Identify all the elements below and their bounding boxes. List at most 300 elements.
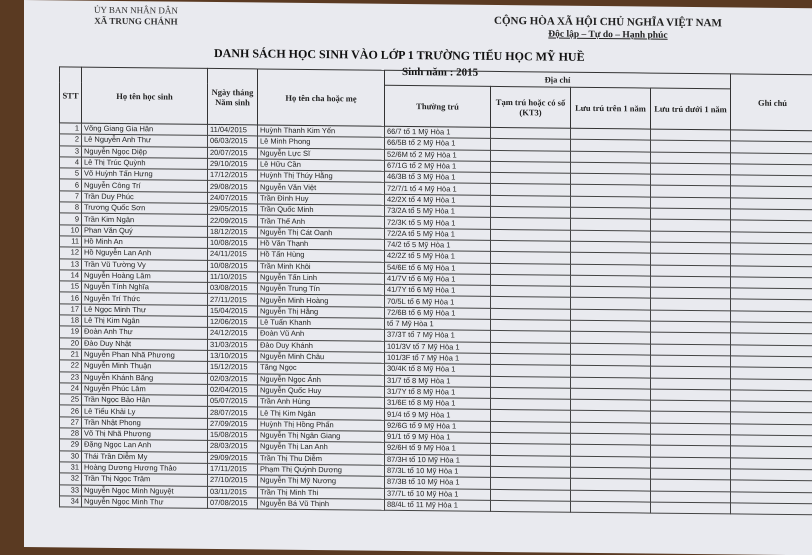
cell-dob: 27/09/2015 [208, 418, 258, 430]
cell-dob: 29/08/2015 [208, 181, 258, 193]
cell-stay-over [571, 196, 651, 208]
cell-dob: 07/08/2015 [208, 497, 258, 509]
cell-dob: 13/10/2015 [208, 350, 258, 362]
cell-dob: 29/05/2015 [208, 203, 258, 215]
cell-stay-over [571, 275, 651, 287]
cell-stt: 11 [60, 236, 82, 248]
cell-stt: 17 [60, 304, 82, 316]
cell-temporary [491, 466, 571, 478]
cell-note [731, 232, 812, 244]
cell-stay-over [571, 140, 651, 152]
cell-permanent-address: 91/1 tổ 9 Mỹ Hòa 1 [385, 431, 491, 443]
cell-stay-over [571, 309, 651, 321]
cell-parent: Nguyễn Thị Hằng [258, 306, 385, 319]
cell-permanent-address: 91/4 tổ 9 Mỹ Hòa 1 [385, 409, 491, 421]
col-header-stay-over-1yr: Lưu trú trên 1 năm [571, 87, 651, 129]
cell-stay-under [651, 502, 731, 514]
cell-stay-over [571, 411, 651, 423]
cell-stay-over [571, 422, 651, 434]
cell-dob: 05/07/2015 [208, 396, 258, 408]
cell-note [731, 458, 812, 470]
cell-parent: Phạm Thị Quỳnh Dương [258, 464, 385, 477]
cell-stay-over [571, 501, 651, 513]
cell-permanent-address: 37/3T tổ 7 Mỹ Hòa 1 [385, 330, 491, 342]
cell-stay-over [571, 298, 651, 310]
col-header-student-name: Họ tên học sinh [82, 67, 208, 124]
cell-student-name: Hoàng Dương Hương Thảo [82, 462, 208, 475]
cell-temporary [491, 455, 571, 467]
cell-note [731, 243, 812, 255]
cell-note [731, 209, 812, 221]
cell-stay-under [651, 400, 731, 412]
cell-stay-under [651, 355, 731, 367]
cell-stay-under [651, 287, 731, 299]
cell-parent: Lê Thị Kim Ngân [258, 407, 385, 420]
cell-stay-under [651, 152, 731, 164]
cell-note [731, 390, 812, 402]
cell-dob: 11/10/2015 [208, 271, 258, 283]
cell-stay-over [571, 151, 651, 163]
cell-temporary [491, 286, 571, 298]
cell-permanent-address: 66/7 tổ 1 Mỹ Hòa 1 [385, 126, 491, 138]
cell-note [731, 152, 812, 164]
cell-note [731, 254, 812, 266]
cell-temporary [491, 274, 571, 286]
cell-student-name: Nguyễn Khánh Băng [82, 372, 208, 385]
cell-stt: 19 [60, 326, 82, 338]
document-title: DANH SÁCH HỌC SINH VÀO LỚP 1 TRƯỜNG TIỂU HỌC MỸ HUỀ [214, 46, 585, 65]
cell-stay-under [651, 140, 731, 152]
col-header-temporary: Tạm trú hoặc có số (KT3) [491, 86, 571, 128]
cell-parent: Huỳnh Thị Hồng Phấn [258, 419, 385, 432]
cell-stay-under [651, 163, 731, 175]
cell-stt: 1 [60, 123, 82, 135]
cell-stay-over [571, 332, 651, 344]
org-line-2: XÃ TRUNG CHÁNH [94, 16, 178, 28]
cell-student-name: Lê Thị Kim Ngân [82, 315, 208, 328]
cell-note [731, 130, 812, 142]
cell-stay-over [571, 128, 651, 140]
cell-dob: 17/12/2015 [208, 170, 258, 182]
cell-student-name: Lê Thị Trúc Quỳnh [82, 157, 208, 170]
cell-student-name: Thái Trần Diễm My [82, 451, 208, 464]
cell-dob: 24/12/2015 [208, 328, 258, 340]
cell-temporary [491, 173, 571, 185]
cell-student-name: Trần Nhật Phong [82, 417, 208, 430]
cell-note [731, 265, 812, 277]
cell-stay-under [651, 389, 731, 401]
cell-temporary [491, 376, 571, 388]
cell-student-name: Hồ Minh An [82, 236, 208, 249]
cell-stay-over [571, 185, 651, 197]
cell-temporary [491, 308, 571, 320]
nation-name: CỘNG HÒA XÃ HỘI CHỦ NGHĨA VIỆT NAM [494, 15, 722, 30]
cell-stay-under [651, 321, 731, 333]
col-header-permanent: Thường trú [385, 85, 491, 127]
cell-permanent-address: 87/3L tổ 10 Mỹ Hòa 1 [385, 465, 491, 477]
cell-student-name: Trần Kim Ngân [82, 213, 208, 226]
cell-note [731, 198, 812, 210]
cell-note [731, 480, 812, 492]
cell-student-name: Nguyễn Minh Thuận [82, 360, 208, 373]
cell-stt: 16 [60, 292, 82, 304]
document-paper [24, 0, 812, 555]
cell-temporary [491, 331, 571, 343]
cell-note [731, 356, 812, 368]
cell-parent: Nguyễn Thị Lan Anh [258, 441, 385, 454]
cell-permanent-address: 41/7Y tổ 6 Mỹ Hòa 1 [385, 284, 491, 296]
cell-stay-over [571, 377, 651, 389]
cell-student-name: Trần Duy Phúc [82, 191, 208, 204]
cell-dob: 03/11/2015 [208, 486, 258, 498]
cell-parent: Nguyễn Thị Cát Oanh [258, 227, 385, 240]
cell-permanent-address: 88/4L tổ 11 Mỹ Hòa 1 [385, 499, 491, 511]
cell-stt: 5 [60, 168, 82, 180]
cell-stay-under [651, 242, 731, 254]
cell-stay-under [651, 479, 731, 491]
cell-permanent-address: 72/6B tổ 6 Mỹ Hòa 1 [385, 307, 491, 319]
cell-temporary [491, 252, 571, 264]
cell-note [731, 311, 812, 323]
cell-dob: 27/11/2015 [208, 294, 258, 306]
cell-stt: 32 [60, 473, 82, 485]
cell-parent: Nguyễn Thị Ngân Giang [258, 430, 385, 443]
cell-temporary [491, 150, 571, 162]
cell-dob: 28/07/2015 [208, 407, 258, 419]
cell-stay-over [571, 456, 651, 468]
cell-temporary [491, 353, 571, 365]
cell-student-name: Nguyễn Phan Nhã Phương [82, 349, 208, 362]
cell-stt: 14 [60, 270, 82, 282]
national-motto: Độc lập – Tự do – Hạnh phúc [494, 28, 722, 43]
cell-parent: Trần Thị Minh Thi [258, 486, 385, 499]
cell-dob: 10/08/2015 [208, 237, 258, 249]
cell-permanent-address: 52/6M tổ 2 Mỹ Hòa 1 [385, 149, 491, 161]
cell-temporary [491, 127, 571, 139]
cell-note [731, 333, 812, 345]
cell-stt: 20 [60, 338, 82, 350]
cell-note [731, 469, 812, 481]
cell-permanent-address: 92/6G tổ 9 Mỹ Hòa 1 [385, 420, 491, 432]
cell-permanent-address: 72/2A tổ 5 Mỹ Hòa 1 [385, 228, 491, 240]
cell-stt: 7 [60, 191, 82, 203]
cell-note [731, 345, 812, 357]
cell-stay-under [651, 265, 731, 277]
cell-student-name: Đoàn Anh Thư [82, 326, 208, 339]
cell-parent: Nguyễn Trung Tín [258, 283, 385, 296]
cell-dob: 18/12/2015 [208, 226, 258, 238]
cell-dob: 31/03/2015 [208, 339, 258, 351]
cell-permanent-address: 101/3F tổ 7 Mỹ Hòa 1 [385, 352, 491, 364]
cell-stt: 22 [60, 360, 82, 372]
cell-permanent-address: 73/2A tổ 5 Mỹ Hòa 1 [385, 205, 491, 217]
cell-stay-under [651, 276, 731, 288]
cell-student-name: Trương Quốc Sơn [82, 202, 208, 215]
student-roster-table [59, 66, 812, 515]
cell-stt: 30 [60, 450, 82, 462]
cell-stay-under [651, 468, 731, 480]
cell-permanent-address: 74/2 tổ 5 Mỹ Hòa 1 [385, 239, 491, 251]
cell-note [731, 288, 812, 300]
cell-stay-over [571, 320, 651, 332]
cell-student-name: Nguyễn Hoàng Lâm [82, 270, 208, 283]
cell-stay-over [571, 445, 651, 457]
cell-temporary [491, 500, 571, 512]
cell-stay-over [571, 207, 651, 219]
cell-dob: 24/11/2015 [208, 249, 258, 261]
issuing-authority [94, 5, 178, 28]
cell-stay-over [571, 388, 651, 400]
cell-stt: 29 [60, 439, 82, 451]
cell-parent: Nguyễn Văn Việt [258, 181, 385, 194]
cell-note [731, 424, 812, 436]
cell-note [731, 367, 812, 379]
cell-note [731, 175, 812, 187]
cell-permanent-address: 87/3B tổ 10 Mỹ Hòa 1 [385, 476, 491, 488]
cell-stt: 6 [60, 179, 82, 191]
cell-note [731, 401, 812, 413]
cell-note [731, 503, 812, 515]
cell-dob: 11/04/2015 [208, 124, 258, 136]
cell-student-name: Trần Ngọc Bảo Hân [82, 394, 208, 407]
cell-dob: 20/07/2015 [208, 147, 258, 159]
org-line-1: ỦY BAN NHÂN DÂN [94, 5, 178, 17]
roster-body [60, 123, 812, 515]
cell-permanent-address: 37/7L tổ 10 Mỹ Hòa 1 [385, 488, 491, 500]
cell-note [731, 446, 812, 458]
cell-stay-over [571, 286, 651, 298]
cell-student-name: Nguyễn Ngọc Minh Thư [82, 496, 208, 509]
cell-parent: Tăng Ngọc [258, 362, 385, 375]
cell-permanent-address: 72/3K tổ 5 Mỹ Hòa 1 [385, 217, 491, 229]
cell-temporary [491, 195, 571, 207]
cell-stt: 25 [60, 394, 82, 406]
cell-stay-over [571, 162, 651, 174]
cell-stay-over [571, 399, 651, 411]
cell-parent: Hồ Tấn Hùng [258, 249, 385, 262]
cell-permanent-address: 72/7/1 tổ 4 Mỹ Hòa 1 [385, 183, 491, 195]
cell-dob: 29/10/2015 [208, 158, 258, 170]
cell-parent: Nguyễn Bá Vũ Thịnh [258, 498, 385, 511]
cell-permanent-address: 31/7 tổ 8 Mỹ Hòa 1 [385, 375, 491, 387]
cell-temporary [491, 410, 571, 422]
cell-temporary [491, 139, 571, 151]
cell-stay-over [571, 490, 651, 502]
cell-stay-over [571, 219, 651, 231]
cell-student-name: Nguyễn Trí Thức [82, 293, 208, 306]
cell-dob: 02/03/2015 [208, 373, 258, 385]
cell-stay-under [651, 299, 731, 311]
cell-parent: Nguyễn Ngọc Ánh [258, 373, 385, 386]
cell-stay-under [651, 197, 731, 209]
cell-student-name: Trần Vũ Tường Vy [82, 259, 208, 272]
cell-student-name: Hồ Nguyễn Lan Anh [82, 247, 208, 260]
cell-note [731, 299, 812, 311]
cell-stay-over [571, 365, 651, 377]
cell-stay-under [651, 129, 731, 141]
cell-student-name: Võ Thị Nhã Phương [82, 428, 208, 441]
cell-stay-under [651, 378, 731, 390]
cell-stay-under [651, 366, 731, 378]
cell-stay-over [571, 354, 651, 366]
cell-parent: Huỳnh Thị Thúy Hằng [258, 170, 385, 183]
cell-permanent-address: 42/2Z tổ 5 Mỹ Hòa 1 [385, 251, 491, 263]
cell-student-name: Đặng Ngọc Lan Anh [82, 439, 208, 452]
cell-dob: 28/03/2015 [208, 441, 258, 453]
cell-parent: Hồ Văn Thạnh [258, 238, 385, 251]
cell-parent: Nguyễn Thị Mỹ Nương [258, 475, 385, 488]
cell-stay-under [651, 423, 731, 435]
cell-dob: 03/08/2015 [208, 283, 258, 295]
cell-temporary [491, 297, 571, 309]
cell-student-name: Trần Thị Ngọc Trâm [82, 473, 208, 486]
cell-stt: 10 [60, 225, 82, 237]
cell-permanent-address: 30/4K tổ 8 Mỹ Hòa 1 [385, 364, 491, 376]
cell-parent: Lê Minh Phong [258, 136, 385, 149]
cell-parent: Lê Tuấn Khanh [258, 317, 385, 330]
cell-temporary [491, 489, 571, 501]
cell-note [731, 141, 812, 153]
cell-stay-under [651, 457, 731, 469]
cell-permanent-address: 92/6H tổ 9 Mỹ Hòa 1 [385, 443, 491, 455]
cell-stay-under [651, 174, 731, 186]
cell-student-name: Nguyễn Ngọc Diệp [82, 146, 208, 159]
cell-note [731, 435, 812, 447]
cell-parent: Nguyễn Tấn Linh [258, 272, 385, 285]
cell-student-name: Lê Ngọc Minh Thư [82, 304, 208, 317]
cell-student-name: Lê Nguyễn Anh Thư [82, 134, 208, 147]
cell-dob: 12/06/2015 [208, 316, 258, 328]
cell-stay-under [651, 231, 731, 243]
cell-stt: 4 [60, 157, 82, 169]
cell-parent: Nguyễn Lực Sĩ [258, 148, 385, 161]
cell-permanent-address: 66/5B tổ 2 Mỹ Hòa 1 [385, 138, 491, 150]
cell-stt: 34 [60, 496, 82, 508]
cell-note [731, 378, 812, 390]
cell-parent: Nguyễn Quốc Huy [258, 385, 385, 398]
cell-dob: 15/12/2015 [208, 362, 258, 374]
cell-stt: 23 [60, 371, 82, 383]
cell-student-name: Nguyễn Tính Nghĩa [82, 281, 208, 294]
cell-parent: Nguyễn Minh Hoàng [258, 294, 385, 307]
cell-stt: 31 [60, 462, 82, 474]
col-header-parent: Họ tên cha hoặc mẹ [258, 69, 385, 126]
cell-parent: Đoàn Vũ Anh [258, 328, 385, 341]
cell-stay-over [571, 467, 651, 479]
cell-dob: 27/10/2015 [208, 475, 258, 487]
cell-stay-under [651, 411, 731, 423]
cell-temporary [491, 263, 571, 275]
cell-stt: 27 [60, 417, 82, 429]
cell-dob: 22/09/2015 [208, 215, 258, 227]
cell-stt: 8 [60, 202, 82, 214]
cell-parent: Trần Quốc Minh [258, 204, 385, 217]
col-header-dob: Ngày tháng Năm sinh [208, 68, 258, 125]
cell-stt: 12 [60, 247, 82, 259]
cell-stay-under [651, 434, 731, 446]
cell-stay-under [651, 186, 731, 198]
cell-note [731, 277, 812, 289]
cell-permanent-address: 42/2X tổ 4 Mỹ Hòa 1 [385, 194, 491, 206]
cell-permanent-address: tổ 7 Mỹ Hòa 1 [385, 318, 491, 330]
cell-parent: Trần Anh Hùng [258, 396, 385, 409]
cell-stay-under [651, 344, 731, 356]
cell-dob: 24/07/2015 [208, 192, 258, 204]
cell-stay-under [651, 253, 731, 265]
cell-temporary [491, 432, 571, 444]
cell-temporary [491, 229, 571, 241]
cell-parent: Trần Minh Khôi [258, 261, 385, 274]
cell-parent: Đào Duy Khánh [258, 340, 385, 353]
cell-temporary [491, 478, 571, 490]
cell-permanent-address: 41/7V tổ 6 Mỹ Hòa 1 [385, 273, 491, 285]
cell-note [731, 322, 812, 334]
cell-stt: 24 [60, 383, 82, 395]
cell-temporary [491, 218, 571, 230]
cell-student-name: Nguyễn Ngọc Minh Nguyệt [82, 485, 208, 498]
document-subtitle: Sinh năm : 2015 [402, 66, 478, 79]
cell-stt: 3 [60, 145, 82, 157]
cell-stay-over [571, 478, 651, 490]
cell-dob: 15/08/2015 [208, 429, 258, 441]
cell-stay-under [651, 332, 731, 344]
cell-temporary [491, 319, 571, 331]
cell-permanent-address: 101/3V tổ 7 Mỹ Hòa 1 [385, 341, 491, 353]
cell-stay-over [571, 343, 651, 355]
cell-parent: Huỳnh Thanh Kim Yến [258, 125, 385, 138]
cell-student-name: Phan Văn Quý [82, 225, 208, 238]
national-heading [494, 15, 722, 43]
cell-stay-over [571, 264, 651, 276]
cell-temporary [491, 206, 571, 218]
col-header-stt: STT [60, 67, 82, 123]
cell-parent: Nguyễn Minh Châu [258, 351, 385, 364]
cell-student-name: Đào Duy Nhật [82, 338, 208, 351]
cell-stt: 9 [60, 213, 82, 225]
cell-dob: 17/11/2015 [208, 463, 258, 475]
cell-temporary [491, 444, 571, 456]
cell-note [731, 491, 812, 503]
cell-stay-over [571, 433, 651, 445]
cell-stt: 21 [60, 349, 82, 361]
cell-dob: 06/03/2015 [208, 136, 258, 148]
cell-note [731, 412, 812, 424]
cell-student-name: Nguyễn Phúc Lâm [82, 383, 208, 396]
cell-temporary [491, 184, 571, 196]
cell-permanent-address: 70/5L tổ 6 Mỹ Hòa 1 [385, 296, 491, 308]
cell-temporary [491, 387, 571, 399]
cell-stay-under [651, 208, 731, 220]
cell-stt: 2 [60, 134, 82, 146]
cell-stay-under [651, 491, 731, 503]
cell-parent: Trần Thế Anh [258, 215, 385, 228]
cell-permanent-address: 31/7Y tổ 8 Mỹ Hòa 1 [385, 386, 491, 398]
cell-parent: Trần Thị Thu Diễm [258, 453, 385, 466]
cell-dob: 15/04/2015 [208, 305, 258, 317]
cell-parent: Lê Hữu Cần [258, 159, 385, 172]
cell-temporary [491, 365, 571, 377]
cell-note [731, 220, 812, 232]
cell-stt: 33 [60, 484, 82, 496]
cell-student-name: Nguyễn Công Trí [82, 180, 208, 193]
col-header-address: Địa chỉ [385, 70, 731, 89]
cell-stt: 18 [60, 315, 82, 327]
cell-student-name: Lê Tiểu Khải Ly [82, 406, 208, 419]
cell-temporary [491, 342, 571, 354]
cell-stt: 26 [60, 405, 82, 417]
cell-dob: 10/08/2015 [208, 260, 258, 272]
cell-stay-under [651, 219, 731, 231]
